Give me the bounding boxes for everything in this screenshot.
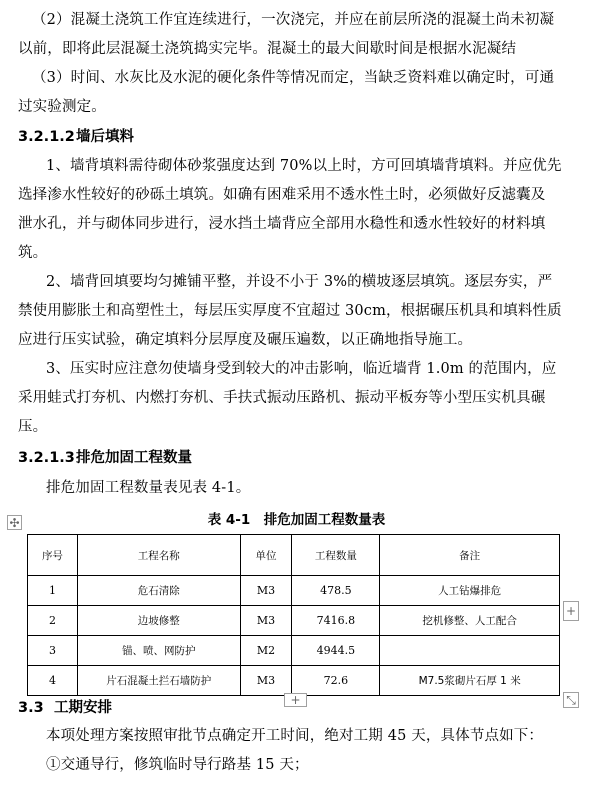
table-cell: 人工钻爆排危 xyxy=(380,576,560,606)
paragraph-line: 2、墙背回填要均匀摊铺平整，并设不小于 3%的横坡逐层填筑。逐层夯实，严 xyxy=(46,274,553,290)
paragraph-line: （3）时间、水灰比及水泥的硬化条件等情况而定，当缺乏资料难以确定时，可通 xyxy=(32,70,555,86)
table-cell: 边坡修整 xyxy=(77,606,240,636)
paragraph-line: 过实验测定。 xyxy=(18,99,106,115)
paragraph-line: 3、压实时应注意勿使墙身受到较大的冲击影响，临近墙背 1.0m 的范围内，应 xyxy=(46,361,557,377)
table-cell: 3 xyxy=(28,636,78,666)
table-header-cell: 单位 xyxy=(240,535,292,576)
table-cell: 片石混凝土拦石墙防护 xyxy=(77,666,240,696)
heading-text: 工期安排 xyxy=(54,700,112,716)
paragraph-line: 压。 xyxy=(18,419,48,435)
section-heading-3-2-1-2 xyxy=(18,127,134,147)
table-resize-handle-icon[interactable]: ⤡ xyxy=(563,692,579,708)
table-cell: 挖机修整、人工配合 xyxy=(380,606,560,636)
paragraph-line: 泄水孔，并与砌体同步进行，浸水挡土墙背应全部用水稳性和透水性较好的材料填 xyxy=(18,216,546,232)
heading-number: 3.3 xyxy=(18,700,44,716)
heading-number: 3.2.1.2 xyxy=(18,129,75,145)
table-header-cell: 工程名称 xyxy=(77,535,240,576)
paragraph-line: 筑。 xyxy=(18,245,48,261)
table-caption: 表 4-1 排危加固工程数量表 xyxy=(207,512,386,528)
table-cell: 1 xyxy=(28,576,78,606)
section-heading-3-2-1-3 xyxy=(18,448,192,468)
paragraph-line: 排危加固工程数量表见表 4-1。 xyxy=(46,480,251,496)
table-cell xyxy=(380,636,560,666)
add-column-button[interactable]: + xyxy=(563,601,579,621)
table-cell: 4 xyxy=(28,666,78,696)
table-cell: M3 xyxy=(240,576,292,606)
heading-number: 3.2.1.3 xyxy=(18,450,75,466)
table-header-cell: 工程数量 xyxy=(292,535,380,576)
paragraph-line: 禁使用膨胀土和高塑性土，每层压实厚度不宜超过 30cm，根据碾压机具和填料性质 xyxy=(18,303,562,319)
paragraph-line: 应进行压实试验，确定填料分层厚度及碾压遍数，以正确地指导施工。 xyxy=(18,332,473,348)
table-cell: 4944.5 xyxy=(292,636,380,666)
table-cell: 478.5 xyxy=(292,576,380,606)
paragraph-line: 采用蛙式打夯机、内燃打夯机、手扶式振动压路机、振动平板夯等小型压实机具碾 xyxy=(18,390,546,406)
paragraph-line: ①交通导行，修筑临时导行路基 15 天； xyxy=(46,757,309,773)
table-cell: M3 xyxy=(240,606,292,636)
table-move-handle-icon[interactable]: ✣ xyxy=(7,515,22,530)
add-row-button[interactable]: + xyxy=(284,693,307,707)
table-cell: 7416.8 xyxy=(292,606,380,636)
table-cell: M3 xyxy=(240,666,292,696)
table-cell: 锚、喷、网防护 xyxy=(77,636,240,666)
section-heading-3-3 xyxy=(18,698,112,718)
table-cell: 72.6 xyxy=(292,666,380,696)
table-header-cell: 备注 xyxy=(380,535,560,576)
quantity-table xyxy=(27,534,560,696)
table-row xyxy=(28,606,560,636)
table-header-cell: 序号 xyxy=(28,535,78,576)
paragraph-line: 以前，即将此层混凝土浇筑捣实完毕。混凝土的最大间歇时间是根据水泥凝结 xyxy=(18,41,517,57)
table-row xyxy=(28,576,560,606)
paragraph-line: 选择渗水性较好的砂砾土填筑。如确有困难采用不透水性土时，必须做好反滤囊及 xyxy=(18,187,546,203)
table-row xyxy=(28,636,560,666)
paragraph-line: （2）混凝土浇筑工作宜连续进行，一次浇完，并应在前层所浇的混凝土尚未初凝 xyxy=(32,12,555,28)
table-cell: 危石清除 xyxy=(77,576,240,606)
paragraph-line: 1、墙背填料需待砌体砂浆强度达到 70%以上时，方可回填墙背填料。并应优先 xyxy=(46,158,562,174)
table-cell: 2 xyxy=(28,606,78,636)
heading-text: 墙后填料 xyxy=(76,129,134,145)
table-cell: M7.5浆砌片石厚 1 米 xyxy=(380,666,560,696)
paragraph-line: 本项处理方案按照审批节点确定开工时间，绝对工期 45 天，具体节点如下： xyxy=(46,728,544,744)
table-header-row xyxy=(28,535,560,576)
heading-text: 排危加固工程数量 xyxy=(76,450,192,466)
table-cell: M2 xyxy=(240,636,292,666)
table-row xyxy=(28,666,560,696)
